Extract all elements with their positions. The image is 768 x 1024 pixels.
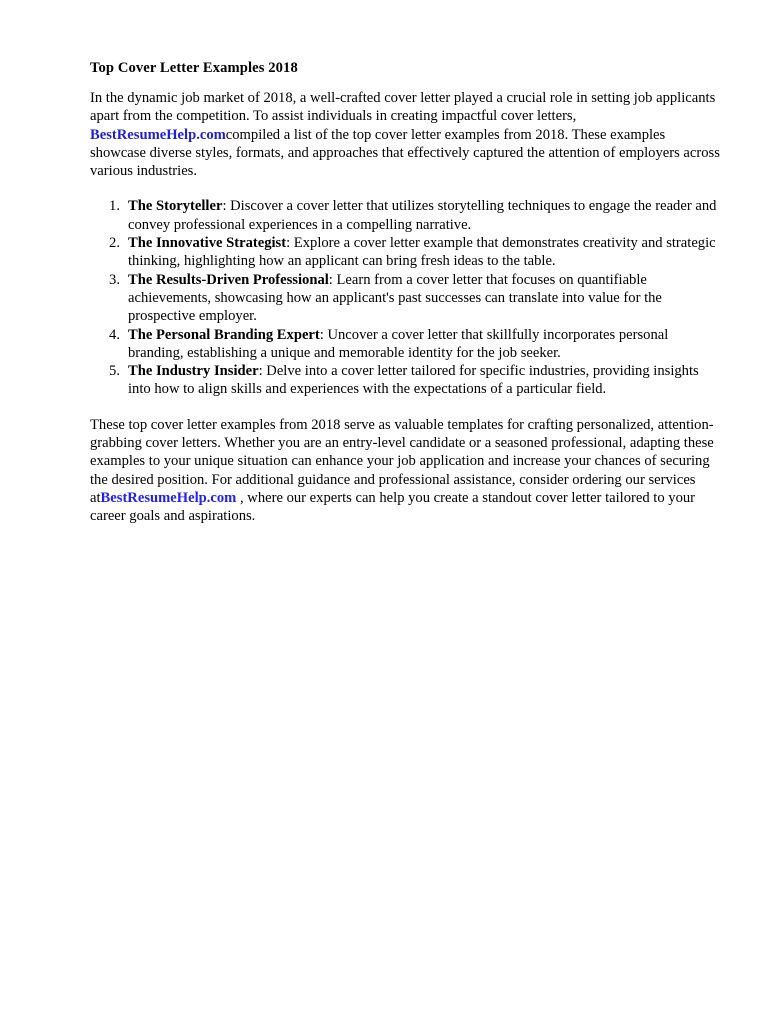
empty-page-area xyxy=(0,510,768,1024)
intro-text-after-link: compiled a list of the top cover letter examples from 2018. These examples showcase diverse styles, formats, and approaches that effectively captured the attention of employers across various industries. xyxy=(90,126,720,180)
list-item-title: The Innovative Strategist xyxy=(128,235,287,252)
bestresumehelp-link-outro[interactable]: BestResumeHelp.com xyxy=(100,489,237,506)
document-content xyxy=(90,59,720,526)
outro-text-after-link: , where our experts can help you create a standout cover letter tailored to your career goals and aspirations. xyxy=(90,489,696,525)
list-item-body: : Delve into a cover letter tailored for specific industries, providing insights into how to align skills and experiences with the expectations of a particular field. xyxy=(128,363,699,398)
bestresumehelp-link-intro[interactable]: BestResumeHelp.com xyxy=(90,126,226,143)
list-item-title: The Storyteller xyxy=(128,198,223,215)
list-item-title: The Industry Insider xyxy=(128,363,259,380)
list-item-title: The Personal Branding Expert xyxy=(128,326,320,343)
list-item xyxy=(90,234,720,271)
list-item-title: The Results-Driven Professional xyxy=(128,271,329,288)
intro-text-before-link: In the dynamic job market of 2018, a well-crafted cover letter played a crucial role in setting job applicants apart from the competition. To assist individuals in creating impactful cover letters, xyxy=(90,90,716,125)
list-item xyxy=(90,326,720,363)
page-title: Top Cover Letter Examples 2018 xyxy=(90,60,298,76)
list-item-body: : Uncover a cover letter that skillfully incorporates personal branding, establishing a unique and memorable identity for the job seeker. xyxy=(128,326,669,361)
list-item-body: : Learn from a cover letter that focuses on quantifiable achievements, showcasing how an applicant's past successes can translate into value for the prospective employer. xyxy=(128,271,662,325)
intro-paragraph xyxy=(90,89,720,180)
list-item xyxy=(90,197,720,234)
cover-letter-examples-list xyxy=(90,197,720,398)
list-item-body: : Discover a cover letter that utilizes storytelling techniques to engage the reader and convey professional experiences in a compelling narrative. xyxy=(128,198,717,233)
outro-text-before-link: These top cover letter examples from 2018 serve as valuable templates for crafting personalized, attention-grabbing cover letters. Whether you are an entry-level candidate or a seasoned professional, adapting these examples to your unique situation can enhance your job application and increase your chances of securing the desired position. For additional guidance and professional assistance, consider ordering our services at xyxy=(90,416,714,506)
list-item-body: : Explore a cover letter example that demonstrates creativity and strategic thinking, highlighting how an applicant can bring fresh ideas to the table. xyxy=(128,235,716,270)
list-item xyxy=(90,362,720,399)
list-item xyxy=(90,271,720,326)
